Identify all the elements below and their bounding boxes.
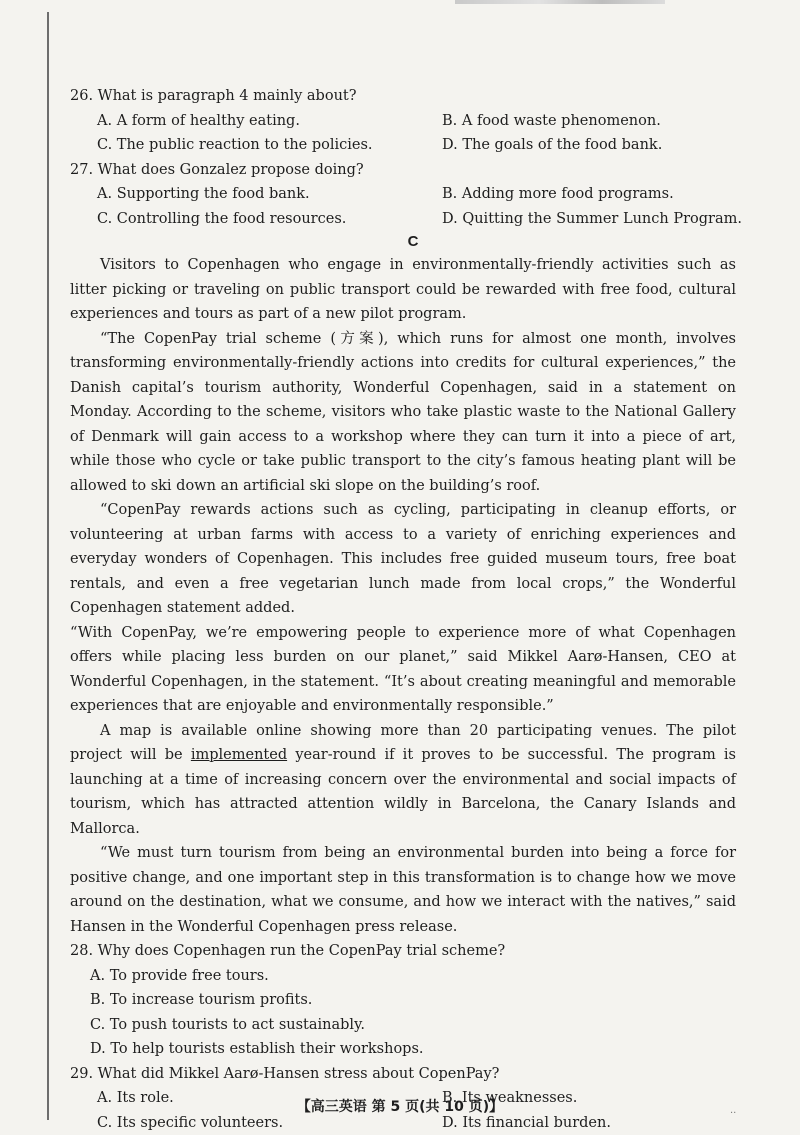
question-27-option-a: A. Supporting the food bank.: [97, 182, 442, 207]
question-28-option-d: D. To help tourists establish their workshops.: [70, 1037, 736, 1062]
question-26-option-a: A. A form of healthy eating.: [97, 109, 442, 134]
passage-c: [70, 253, 736, 939]
question-26-option-b: B. A food waste phenomenon.: [442, 109, 762, 134]
passage-label: C: [90, 231, 736, 253]
passage-paragraph-2: “The CopenPay trial scheme (方案), which runs for almost one month, involves transforming environmentally-friendly actions into credits for cultural experiences,” the Danish capital’s tourism authority, Wonderful Copenhagen, said in a statement on Monday. According to the scheme, visitors who take plastic waste to the National Gallery of Denmark will gain access to a workshop where they can turn it into a piece of art, while those who cycle or take public transport to the city’s famous heating plant will be allowed to ski down an artificial ski slope on the building’s roof.: [70, 327, 736, 499]
question-28-option-a: A. To provide free tours.: [70, 964, 736, 989]
passage-paragraph-3: “CopenPay rewards actions such as cycling, participating in cleanup efforts, or volunteering at urban farms with access to a variety of enriching experiences and everyday wonders of Copenhagen. This includes free guided museum tours, free boat rentals, and even a free vegetarian lunch made from local crops,” the Wonderful Copenhagen statement added.: [70, 498, 736, 621]
question-26: [70, 84, 736, 158]
question-26-option-d: D. The goals of the food bank.: [442, 133, 762, 158]
question-26-stem: 26. What is paragraph 4 mainly about?: [70, 84, 736, 109]
question-26-options: [70, 109, 736, 158]
question-29-option-c: C. Its specific volunteers.: [97, 1111, 442, 1135]
question-27-stem: 27. What does Gonzalez propose doing?: [70, 158, 736, 183]
passage-paragraph-4: “With CopenPay, we’re empowering people to experience more of what Copenhagen offers while placing less burden on our planet,” said Mikkel Aarø-Hansen, CEO at Wonderful Copenhagen, in the statement. “It’s about creating meaningful and memorable experiences that are enjoyable and environmentally responsible.”: [70, 621, 736, 719]
passage-paragraph-1: Visitors to Copenhagen who engage in environmentally-friendly activities such as litter picking or traveling on public transport could be rewarded with free food, cultural experiences and tours as part of a new pilot program.: [70, 253, 736, 327]
question-28: [70, 939, 736, 1062]
question-28-option-b: B. To increase tourism profits.: [70, 988, 736, 1013]
question-27-options: [70, 182, 736, 231]
paragraph-5-text-before: A map is available online showing more than 20 participating venues. The pilot project will be: [70, 723, 736, 764]
passage-paragraph-5: [70, 719, 736, 842]
question-26-option-c: C. The public reaction to the policies.: [97, 133, 442, 158]
paragraph-5-text-after: year-round if it proves to be successful. The program is launching at a time of increasing concern over the environmental and social impacts of tourism, which has attracted attention wildly in Barcelona, the Canary Islands and Mallorca.: [70, 747, 736, 837]
question-29-stem: 29. What did Mikkel Aarø-Hansen stress about CopenPay?: [70, 1062, 736, 1087]
question-27-option-b: B. Adding more food programs.: [442, 182, 762, 207]
exam-page-content: [70, 84, 736, 1135]
top-bleed-through: [455, 0, 665, 4]
question-29-option-b: B. Its weaknesses.: [442, 1086, 762, 1111]
question-27-option-c: C. Controlling the food resources.: [97, 207, 442, 232]
passage-paragraph-6: “We must turn tourism from being an environmental burden into being a force for positive change, and one important step in this transformation is to change how we move around on the destination, what we consume, and how we interact with the natives,” said Hansen in the Wonderful Copenhagen press release.: [70, 841, 736, 939]
question-28-stem: 28. Why does Copenhagen run the CopenPay trial scheme?: [70, 939, 736, 964]
corner-mark: ··: [730, 1108, 736, 1119]
underlined-word: implemented: [191, 747, 287, 763]
question-28-option-c: C. To push tourists to act sustainably.: [70, 1013, 736, 1038]
question-29-option-a: A. Its role.: [97, 1086, 442, 1111]
question-27-option-d: D. Quitting the Summer Lunch Program.: [442, 207, 762, 232]
page-footer: 【高三英语 第 5 页(共 10 页)】: [0, 1096, 800, 1116]
question-27: [70, 158, 736, 232]
binding-line: [47, 12, 49, 1120]
question-29-option-d: D. Its financial burden.: [442, 1111, 762, 1135]
